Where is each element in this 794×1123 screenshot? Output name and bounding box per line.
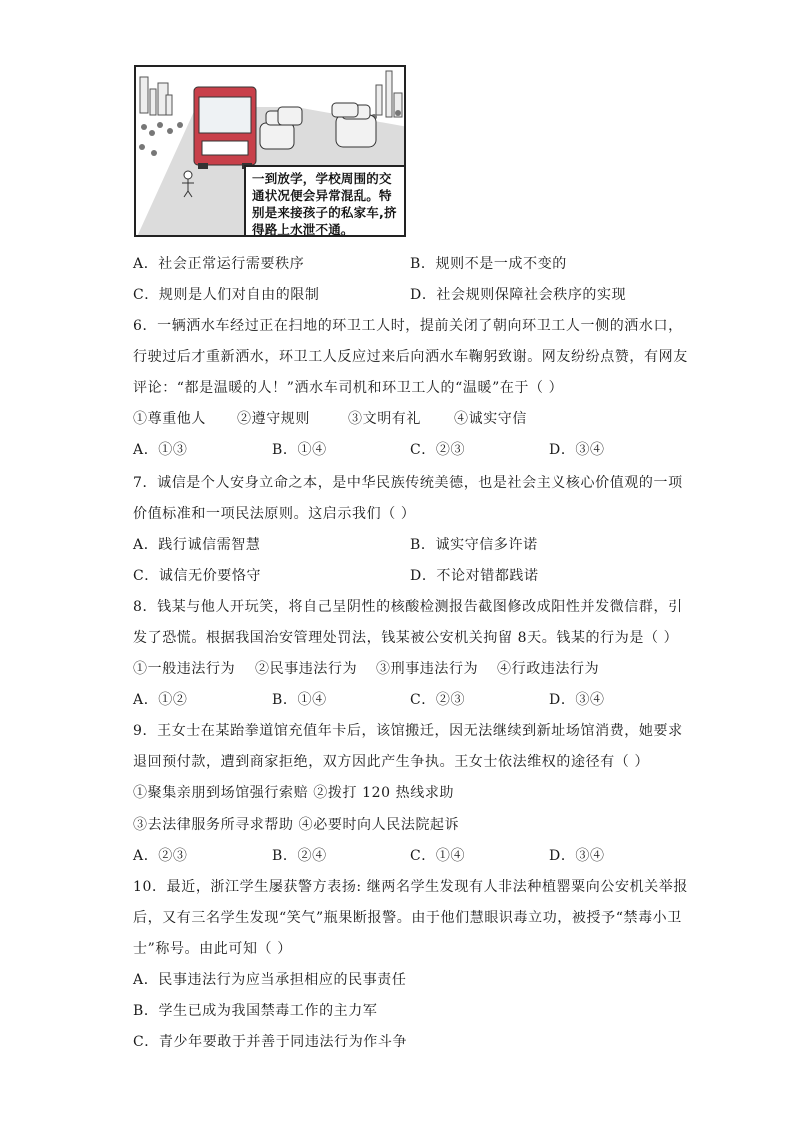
- q10-stem-line: 后，又有三名学生发现“笑气”瓶果断报警。由于他们慧眼识毒立功，被授予“禁毒小卫: [133, 910, 682, 926]
- q7-stem-line: 价值标准和一项民法原则。这启示我们（ ）: [133, 506, 416, 522]
- q6-choice: ④诚实守信: [454, 411, 527, 427]
- q8-choice: ③刑事违法行为: [376, 661, 479, 677]
- q10-stem-line: 10．最近，浙江学生屡获警方表扬: 继两名学生发现有人非法种植罂粟向公安机关举报: [133, 879, 688, 895]
- q7-stem-line: 7．诚信是个人安身立命之本，是中华民族传统美德，也是社会主义核心价值观的一项: [133, 475, 683, 491]
- caption-line: 通状况便会异常混乱。特: [252, 188, 392, 203]
- q6-choice: ①尊重他人: [133, 411, 206, 427]
- q9-stem-line: 9．王女士在某跆拳道馆充值年卡后，该馆搬迁，因无法继续到新址场馆消费，她要求: [133, 723, 683, 739]
- q6-option-b: B．①④: [272, 442, 327, 458]
- q7-option-a: A．践行诚信需智慧: [133, 537, 261, 553]
- caption-line: 得路上水泄不通。: [252, 222, 354, 237]
- q8-stem-line: 8．钱某与他人开玩笑，将自己呈阴性的核酸检测报告截图修改成阳性并发微信群，引: [133, 599, 683, 615]
- q8-option-a: A．①②: [133, 692, 188, 708]
- traffic-comic-illustration: [134, 65, 406, 237]
- q6-option-a: A．①③: [133, 442, 188, 458]
- comic-caption-box: [244, 165, 406, 237]
- q10-option-b: B．学生已成为我国禁毒工作的主力军: [133, 1003, 378, 1019]
- q6-option-d: D．③④: [549, 442, 605, 458]
- q8-choice: ①一般违法行为: [133, 661, 236, 677]
- q6-option-c: C．②③: [410, 442, 466, 458]
- q9-choices-line: ①聚集亲朋到场馆强行索赔 ②拨打 120 热线求助: [133, 785, 455, 801]
- q5-option-c: C．规则是人们对自由的限制: [133, 287, 320, 303]
- q5-option-b: B．规则不是一成不变的: [410, 256, 567, 272]
- q10-option-c: C．青少年要敢于并善于同违法行为作斗争: [133, 1034, 408, 1050]
- q6-choice: ②遵守规则: [237, 411, 310, 427]
- caption-line: 一到放学，学校周围的交: [252, 171, 392, 186]
- q6-stem-line: 评论：“都是温暖的人！”洒水车司机和环卫工人的“温暖”在于（ ）: [133, 380, 564, 396]
- q6-stem-line: 6．一辆洒水车经过正在扫地的环卫工人时，提前关闭了朝向环卫工人一侧的洒水口，: [133, 318, 683, 334]
- q6-stem-line: 行驶过后才重新洒水，环卫工人反应过来后向洒水车鞠躬致谢。网友纷纷点赞，有网友: [133, 349, 688, 365]
- q8-option-b: B．①④: [272, 692, 327, 708]
- q9-option-a: A．②③: [133, 848, 188, 864]
- q8-choice: ④行政违法行为: [497, 661, 600, 677]
- q9-option-b: B．②④: [272, 848, 327, 864]
- q7-option-c: C．诚信无价要恪守: [133, 568, 262, 584]
- q9-option-c: C．①④: [410, 848, 466, 864]
- q9-stem-line: 退回预付款，遭到商家拒绝，双方因此产生争执。王女士依法维权的途径有（ ）: [133, 754, 650, 770]
- q10-option-a: A．民事违法行为应当承担相应的民事责任: [133, 972, 407, 988]
- q5-option-a: A．社会正常运行需要秩序: [133, 256, 305, 272]
- q8-stem-line: 发了恐慌。根据我国治安管理处罚法，钱某被公安机关拘留 8天。钱某的行为是（ ）: [133, 630, 679, 646]
- q8-choice: ②民事违法行为: [255, 661, 358, 677]
- q9-choices-line: ③去法律服务所寻求帮助 ④必要时向人民法院起诉: [133, 817, 460, 833]
- q8-option-d: D．③④: [549, 692, 605, 708]
- q10-stem-line: 士”称号。由此可知（ ）: [133, 941, 292, 957]
- q6-choice: ③文明有礼: [348, 411, 421, 427]
- q9-option-d: D．③④: [549, 848, 605, 864]
- q7-option-d: D．不论对错都践诺: [410, 568, 539, 584]
- q5-option-d: D．社会规则保障社会秩序的实现: [410, 287, 627, 303]
- q8-option-c: C．②③: [410, 692, 466, 708]
- q7-option-b: B．诚实守信多许诺: [410, 537, 538, 553]
- caption-line: 别是来接孩子的私家车,挤: [252, 205, 397, 220]
